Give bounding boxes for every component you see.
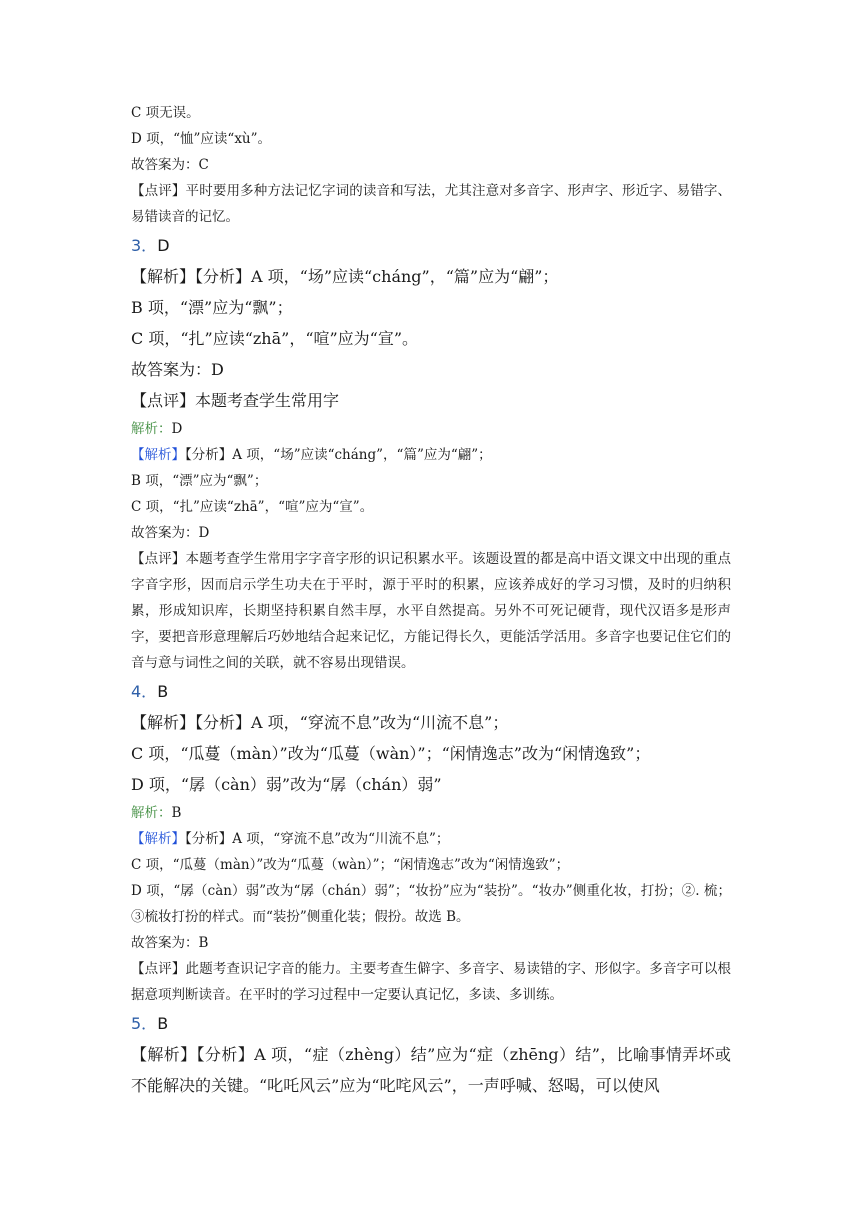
question-3-heading <box>131 230 731 261</box>
analysis-line: D 项，“孱（càn）弱”改为“孱（chán）弱” <box>131 775 442 794</box>
analysis-line: C 项，“扎”应读“zhā”，“喧”应为“宣”。 <box>131 329 419 348</box>
jiexi-line <box>131 800 731 826</box>
detail-tag: 【解析】 <box>131 831 185 847</box>
answer-line: 故答案为：D <box>131 360 224 379</box>
detail-text: 【分析】A 项，“穿流不息”改为“川流不息”； <box>185 831 450 847</box>
comment-paragraph: 【点评】此题考查识记字音的能力。主要考查生僻字、多音字、易读错的字、形似字。多音字可以根据意项判断读音。在平时的学习过程中一定要认真记忆，多读、多训练。 <box>131 961 731 1003</box>
question-answer: B <box>157 1014 169 1033</box>
detail-text: 【分析】A 项，“场”应读“cháng”，“篇”应为“翩”； <box>185 447 492 463</box>
question-5-heading <box>131 1008 731 1039</box>
question-number: 5． <box>131 1014 158 1033</box>
detail-line: C 项，“扎”应读“zhā”，“喧”应为“宣”。 <box>131 499 374 515</box>
jiexi-label: 解析： <box>131 805 172 821</box>
text-line: 故答案为：C <box>131 157 209 173</box>
text-line: D 项，“恤”应读“xù”。 <box>131 131 272 147</box>
question-number: 3． <box>131 236 158 255</box>
comment-paragraph: 【点评】本题考查学生常用字字音字形的识记积累水平。该题设置的都是高中语文课文中出现的重点字音字形，因而启示学生功夫在于平时，源于平时的积累，应该养成好的学习习惯，及时的归纳积累，形成知识库，长期坚持积累自然丰厚，水平自然提高。另外不可死记硬背，现代汉语多是形声字，要把音形意理解后巧妙地结合起来记忆，方能记得长久，更能活学活用。多音字也要记住它们的音与意与词性之间的关联，就不容易出现错误。 <box>131 551 731 671</box>
detail-line <box>131 442 731 468</box>
detail-line <box>131 826 731 852</box>
comment-line: 【点评】本题考查学生常用字 <box>131 391 340 410</box>
jiexi-label: 解析： <box>131 421 172 437</box>
jiexi-value: B <box>171 805 182 821</box>
question-answer: D <box>157 236 170 255</box>
jiexi-value: D <box>171 421 183 437</box>
detail-line: C 项，“瓜蔓（màn）”改为“瓜蔓（wàn）”；“闲情逸志”改为“闲情逸致”； <box>131 857 570 873</box>
analysis-line: 【解析】【分析】A 项，“穿流不息”改为“川流不息”； <box>131 713 509 732</box>
detail-tag: 【解析】 <box>131 447 185 463</box>
detail-answer: 故答案为：D <box>131 525 210 541</box>
text-line: C 项无误。 <box>131 105 200 121</box>
analysis-line: B 项，“漂”应为“飘”； <box>131 298 293 317</box>
detail-answer: 故答案为：B <box>131 935 209 951</box>
analysis-paragraph: 【解析】【分析】A 项，“症（zhèng）结”应为“症（zhēng）结”，比喻事情弄坏或不能解决的关键。“叱吒风云”应为“叱咤风云”，一声呼喊、怒喝，可以使风 <box>131 1045 731 1095</box>
analysis-line: 【解析】【分析】A 项，“场”应读“cháng”，“篇”应为“翩”； <box>131 267 559 286</box>
question-number: 4． <box>131 682 158 701</box>
document-page <box>131 100 731 1101</box>
analysis-line: C 项，“瓜蔓（màn）”改为“瓜蔓（wàn）”；“闲情逸志”改为“闲情逸致”； <box>131 744 651 763</box>
question-4-heading <box>131 676 731 707</box>
jiexi-line <box>131 416 731 442</box>
comment-paragraph: 【点评】平时要用多种方法记忆字词的读音和写法，尤其注意对多音字、形声字、形近字、易错字、易错读音的记忆。 <box>131 183 731 225</box>
detail-line: B 项，“漂”应为“飘”； <box>131 473 268 489</box>
question-answer: B <box>157 682 169 701</box>
detail-paragraph: D 项，“孱（càn）弱”改为“孱（chán）弱”；“妆扮”应为“装扮”。“妆办”侧重化妆，打扮；②. 梳；③梳妆打扮的样式。而“装扮”侧重化装；假扮。故选 B。 <box>131 883 731 925</box>
